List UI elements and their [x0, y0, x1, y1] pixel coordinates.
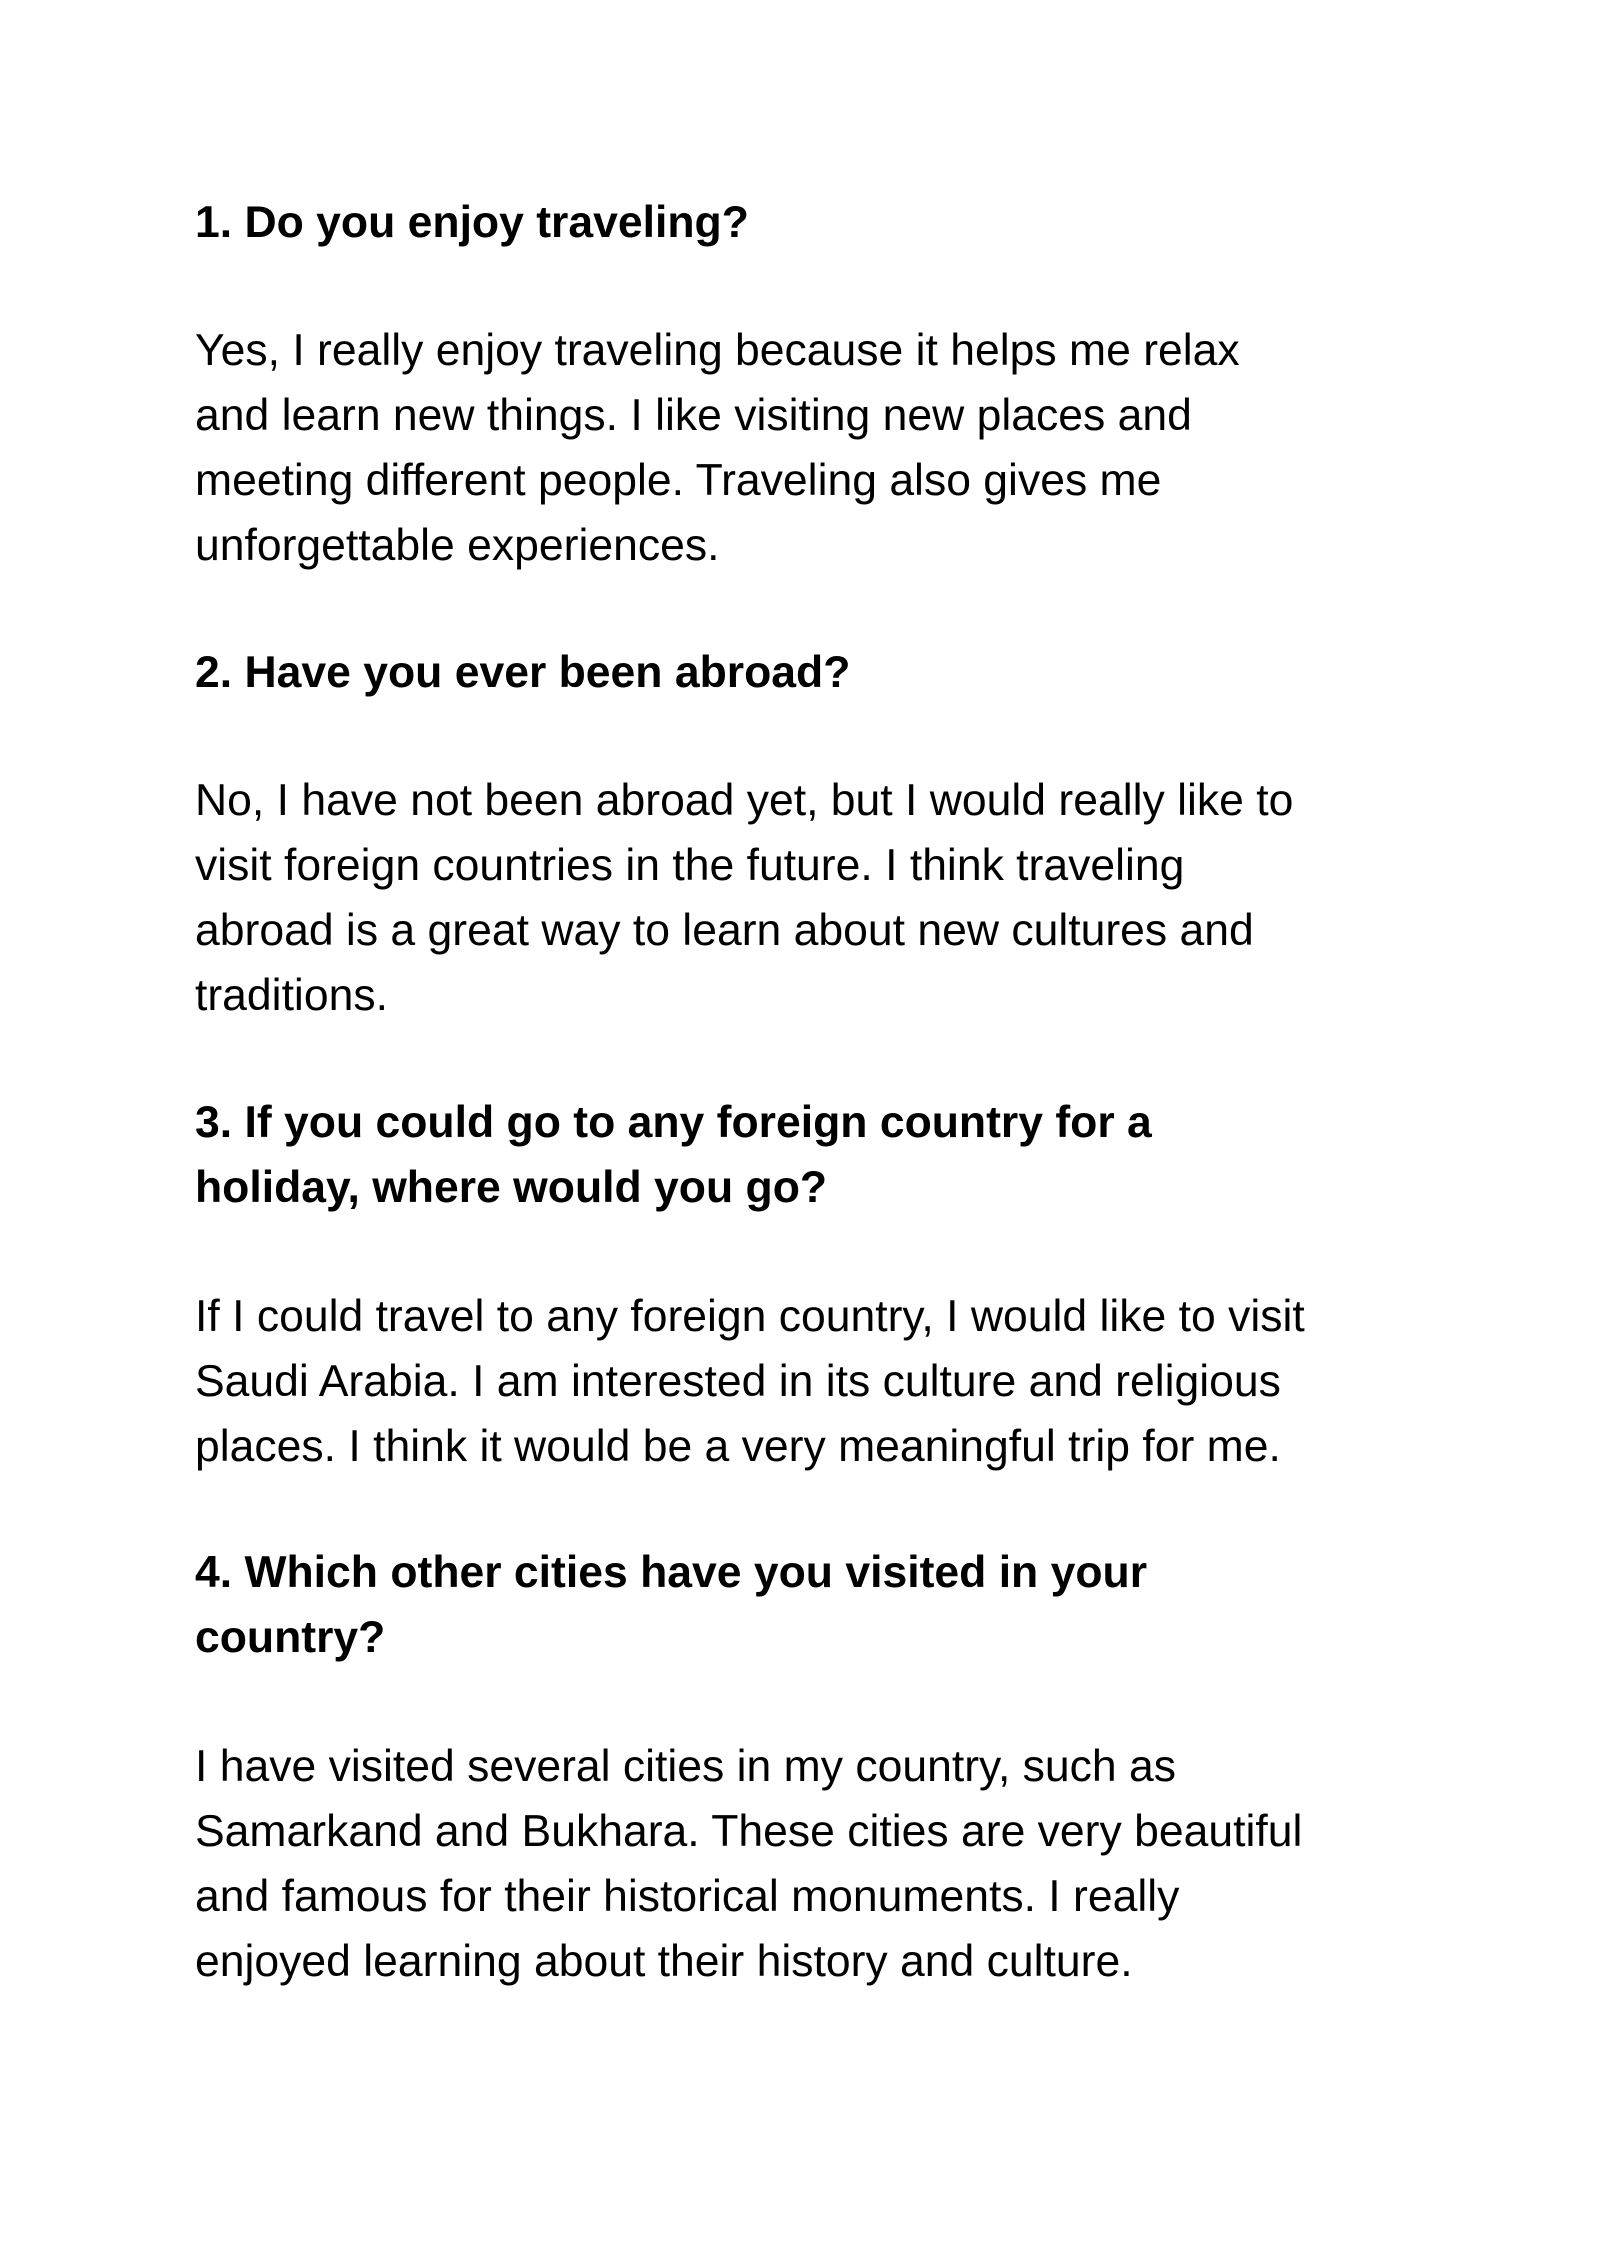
answer-2: No, I have not been abroad yet, but I would really like to visit foreign countries in the future. I think traveling abroad is a great way to learn about new cultures and traditions.: [195, 776, 1294, 1020]
question-4: 4. Which other cities have you visited in your country?: [195, 1548, 1148, 1662]
question-2: 2. Have you ever been abroad?: [195, 648, 851, 697]
question-3: 3. If you could go to any foreign country for a holiday, where would you go?: [195, 1098, 1152, 1212]
question-1: 1. Do you enjoy traveling?: [195, 198, 749, 247]
answer-4: I have visited several cities in my country, such as Samarkand and Bukhara. These cities are very beautiful and famous for their historical monuments. I really enjoyed learning about their history and culture.: [195, 1742, 1303, 1986]
answer-3: If I could travel to any foreign country, I would like to visit Saudi Arabia. I am interested in its culture and religious places. I think it would be a very meaningful trip for me.: [195, 1292, 1305, 1471]
answer-1: Yes, I really enjoy traveling because it helps me relax and learn new things. I like visiting new places and meeting different people. Traveling also gives me unforgettable experiences.: [195, 326, 1240, 570]
